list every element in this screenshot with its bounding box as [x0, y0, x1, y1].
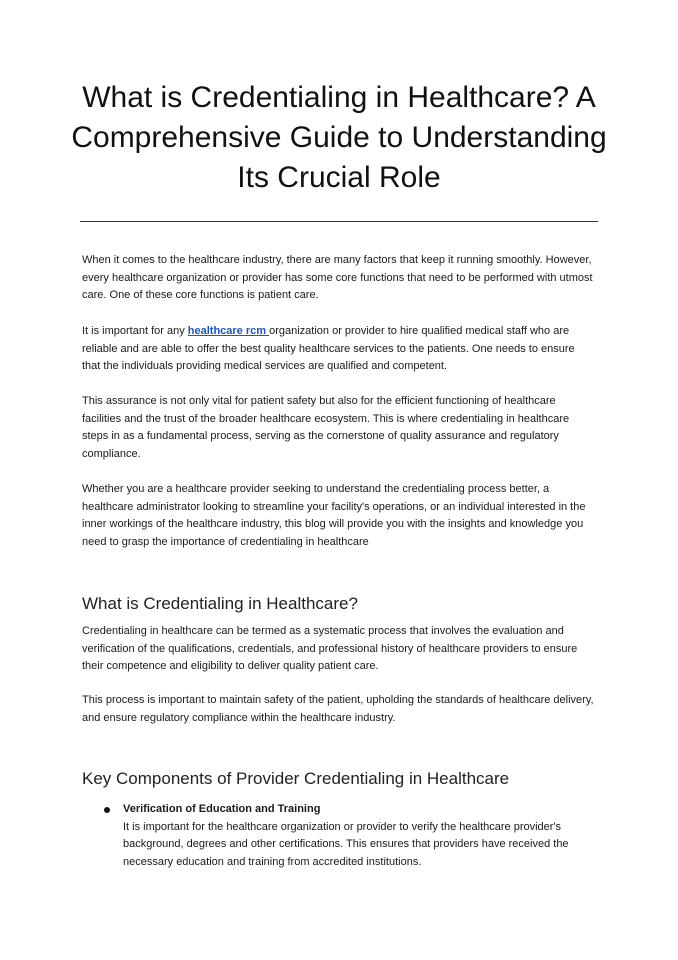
section1-text-2: This process is important to maintain safety of the patient, upholding the standards of healthcare delivery, and ensure regulatory compliance within the healthcare industry.	[82, 694, 594, 724]
intro-paragraph-1	[82, 252, 596, 305]
intro-text-1: When it comes to the healthcare industry, there are many factors that keep it running smoothly. However, every healthcare organization or provider has some core functions that need to be performed with utmost care. One of these core functions is patient care.	[82, 254, 593, 301]
intro-text-4: Whether you are a healthcare provider seeking to understand the credentialing process better, a healthcare administrator looking to streamline your facility's operations, or an individual interested in the inner workings of the healthcare industry, this blog will provide you with the insights and knowledge you need to grasp the importance of credentialing in healthcare	[82, 483, 586, 548]
section1-paragraph-1	[82, 623, 596, 676]
section1-paragraph-2	[82, 692, 596, 727]
section-heading-what-is: What is Credentialing in Healthcare?	[82, 594, 358, 613]
healthcare-rcm-link[interactable]: healthcare rcm	[187, 325, 270, 337]
section-heading-key-components: Key Components of Provider Credentialing in Healthcare	[82, 769, 510, 788]
document-title: What is Credentialing in Healthcare? A Comprehensive Guide to Understanding Its Crucial Role	[71, 81, 607, 194]
intro-text-2-after: organization or provider to hire qualified medical staff who are reliable and are able to offer the best quality healthcare services to the patients. One needs to ensure that the individuals providing medical services are qualified and competent.	[82, 325, 575, 372]
section-what-is-credentialing	[82, 594, 596, 614]
intro-paragraph-3	[82, 393, 596, 463]
bullet-icon	[104, 807, 110, 813]
intro-text-3: This assurance is not only vital for patient safety but also for the efficient functioning of healthcare facilities and the trust of the broader healthcare ecosystem. This is where credentialing in healthcare steps in as a fundamental process, serving as the cornerstone of quality assurance and regulatory compliance.	[82, 395, 570, 460]
list-item-title: Verification of Education and Training	[123, 803, 321, 815]
title-divider	[80, 221, 598, 222]
list-item	[104, 801, 594, 871]
intro-paragraph-4	[82, 481, 596, 551]
intro-paragraph-2	[82, 323, 596, 376]
list-item-text: It is important for the healthcare organization or provider to verify the healthcare provider's background, degrees and other certifications. This ensures that providers have received the necessary education and training from accredited institutions.	[123, 820, 569, 868]
section1-text-1: Credentialing in healthcare can be termed as a systematic process that involves the evaluation and verification of the qualifications, credentials, and professional history of healthcare providers to ensure their competence and eligibility to deliver quality patient care.	[82, 625, 578, 672]
intro-text-2	[82, 323, 596, 376]
section-key-components	[82, 769, 596, 789]
intro-text-2-before: It is important for any	[82, 325, 188, 337]
